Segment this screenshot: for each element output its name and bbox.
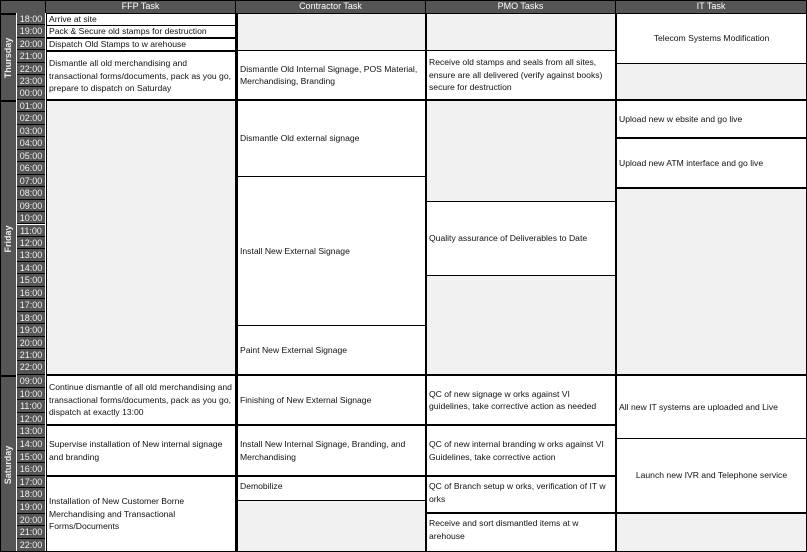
time-label: 18:00	[17, 312, 45, 324]
contractor-empty-thursday-evening	[236, 13, 426, 51]
time-label: 13:00	[17, 425, 45, 438]
ffp-task-supervise-install: Supervise installation of New internal signage and branding	[46, 425, 236, 477]
time-label: 15:00	[17, 451, 45, 464]
time-label: 18:00	[17, 13, 45, 25]
it-task-systems-live: All new IT systems are uploaded and Live	[616, 375, 807, 439]
header-it-task: IT Task	[616, 0, 807, 13]
time-label: 03:00	[17, 125, 45, 137]
day-friday: Friday	[0, 100, 16, 376]
ffp-empty-friday	[46, 100, 236, 376]
time-label: 04:00	[17, 137, 45, 149]
time-label: 15:00	[17, 274, 45, 286]
time-label: 09:00	[17, 375, 45, 388]
time-label: 02:00	[17, 112, 45, 124]
time-label: 14:00	[17, 438, 45, 451]
time-label: 07:00	[17, 175, 45, 187]
header-contractor-task: Contractor Task	[236, 0, 426, 13]
ffp-task-arrive: Arrive at site	[46, 13, 236, 26]
contractor-task-dismantle-internal: Dismantle Old Internal Signage, POS Material, Merchandising, Branding	[236, 50, 426, 101]
it-task-upload-atm: Upload new ATM interface and go live	[616, 138, 807, 189]
it-task-launch-ivr: Launch new IVR and Telephone service	[616, 438, 807, 514]
ffp-task-dismantle-merchandising: Dismantle all old merchandising and transactional forms/documents, pack as you go, prepare to dispatch on Saturday	[46, 50, 236, 101]
time-label: 14:00	[17, 262, 45, 274]
time-label: 22:00	[17, 539, 45, 552]
contractor-task-dismantle-external: Dismantle Old external signage	[236, 100, 426, 177]
ffp-task-continue-dismantle: Continue dismantle of all old merchandising and transactional forms/documents, pack as you go, dispatch at exactly 13:00	[46, 375, 236, 426]
pmo-task-receive-stamps: Receive old stamps and seals from all sites, ensure are all delivered (verify against books) secure for destruction	[426, 50, 616, 101]
time-label: 21:00	[17, 526, 45, 539]
time-label: 20:00	[17, 337, 45, 349]
time-label: 21:00	[17, 50, 45, 62]
it-empty-friday	[616, 188, 807, 376]
contractor-task-demobilize: Demobilize	[236, 476, 426, 501]
pmo-empty-thursday-evening	[426, 13, 616, 51]
time-label: 23:00	[17, 75, 45, 87]
time-label: 18:00	[17, 488, 45, 501]
time-label: 00:00	[17, 87, 45, 100]
contractor-task-install-internal: Install New Internal Signage, Branding, and Merchandising	[236, 425, 426, 477]
time-label: 16:00	[17, 287, 45, 299]
time-label: 19:00	[17, 501, 45, 514]
day-saturday: Saturday	[0, 375, 16, 552]
time-label: 21:00	[17, 349, 45, 361]
time-label: 09:00	[17, 200, 45, 212]
time-label: 10:00	[17, 212, 45, 224]
ffp-task-pack-stamps: Pack & Secure old stamps for destruction	[46, 25, 236, 38]
time-label: 17:00	[17, 476, 45, 489]
ffp-task-install-merchandising: Installation of New Customer Borne Merchandising and Transactional Forms/Documents	[46, 476, 236, 552]
time-label: 05:00	[17, 150, 45, 162]
pmo-task-qc-internal-branding: QC of new internal branding w orks against VI Guidelines, take corrective action	[426, 425, 616, 477]
time-label: 11:00	[17, 400, 45, 413]
time-label: 13:00	[17, 249, 45, 261]
contractor-task-finishing-external: Finishing of New External Signage	[236, 375, 426, 426]
time-label: 22:00	[17, 63, 45, 75]
time-label: 11:00	[17, 225, 45, 237]
time-label: 19:00	[17, 25, 45, 37]
contractor-task-paint-external: Paint New External Signage	[236, 325, 426, 376]
pmo-task-qc-branch-setup: QC of Branch setup w orks, verification of IT w orks	[426, 476, 616, 514]
time-label: 20:00	[17, 514, 45, 527]
ffp-task-dispatch-stamps: Dispatch Old Stamps to w arehouse	[46, 37, 236, 51]
it-empty-thursday-late	[616, 63, 807, 101]
time-label: 16:00	[17, 463, 45, 476]
time-label: 19:00	[17, 324, 45, 336]
pmo-empty-friday-evening	[426, 275, 616, 376]
pmo-empty-friday-morning	[426, 100, 616, 202]
it-task-upload-website: Upload new w ebsite and go live	[616, 100, 807, 139]
header-ffp-task: FFP Task	[46, 0, 236, 13]
pmo-task-qc-signage: QC of new signage w orks against VI guidelines, take corrective action as needed	[426, 375, 616, 426]
pmo-task-receive-dismantled: Receive and sort dismantled items at w arehouse	[426, 513, 616, 552]
contractor-task-install-external: Install New External Signage	[236, 176, 426, 326]
day-thursday: Thursday	[0, 13, 16, 101]
header-pmo-tasks: PMO Tasks	[426, 0, 616, 13]
corner-header	[0, 0, 46, 13]
time-label: 17:00	[17, 299, 45, 311]
it-task-telecom-modification: Telecom Systems Modification	[616, 13, 807, 64]
time-label: 06:00	[17, 162, 45, 174]
contractor-empty-saturday-late	[236, 500, 426, 552]
time-label: 01:00	[17, 100, 45, 112]
it-empty-saturday-late	[616, 513, 807, 552]
time-label: 20:00	[17, 38, 45, 50]
time-label: 12:00	[17, 237, 45, 249]
time-label: 10:00	[17, 388, 45, 401]
time-label: 12:00	[17, 413, 45, 426]
time-label: 22:00	[17, 361, 45, 375]
time-label: 08:00	[17, 187, 45, 199]
pmo-task-quality-assurance: Quality assurance of Deliverables to Date	[426, 201, 616, 277]
